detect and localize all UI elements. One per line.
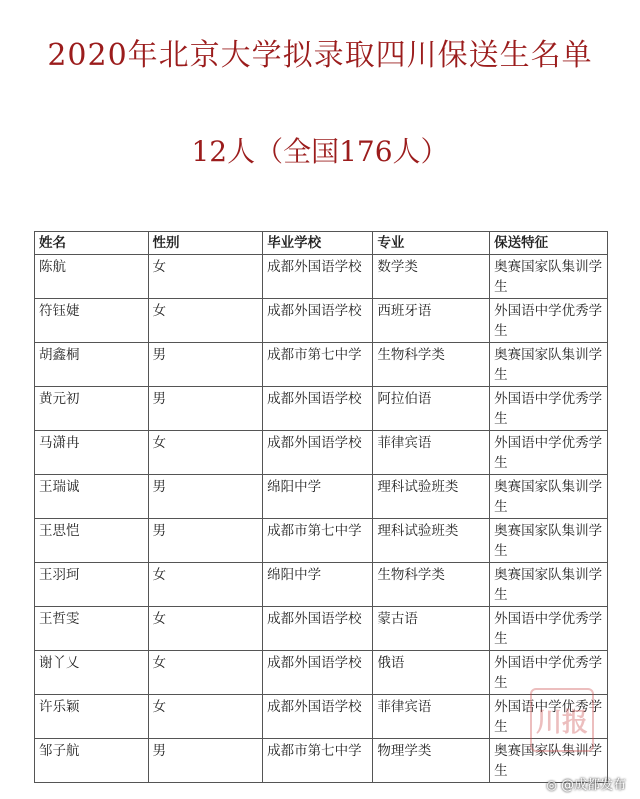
gender-cell: 男 [148, 475, 263, 519]
name-cell: 王思恺 [35, 519, 149, 563]
feature-cell: 奥赛国家队集训学生 [490, 343, 608, 387]
table-row [35, 431, 608, 475]
school-cell: 成都外国语学校 [263, 607, 373, 651]
major-cell: 数学类 [373, 255, 490, 299]
gender-cell: 女 [148, 431, 263, 475]
major-cell: 物理学类 [373, 739, 490, 783]
name-cell: 马潇冉 [35, 431, 149, 475]
name-cell: 谢丫乂 [35, 651, 149, 695]
table-row [35, 255, 608, 299]
school-cell: 成都外国语学校 [263, 299, 373, 343]
table-row [35, 387, 608, 431]
major-cell: 蒙古语 [373, 607, 490, 651]
column-header-name: 姓名 [35, 232, 149, 255]
feature-cell: 外国语中学优秀学生 [490, 651, 608, 695]
gender-cell: 女 [148, 299, 263, 343]
feature-cell: 奥赛国家队集训学生 [490, 563, 608, 607]
column-header-major: 专业 [373, 232, 490, 255]
table-row [35, 299, 608, 343]
major-cell: 生物科学类 [373, 563, 490, 607]
table-row [35, 651, 608, 695]
column-header-gender: 性别 [148, 232, 263, 255]
admission-table [34, 231, 608, 783]
gender-cell: 男 [148, 739, 263, 783]
name-cell: 许乐颖 [35, 695, 149, 739]
name-cell: 邹子航 [35, 739, 149, 783]
school-cell: 成都外国语学校 [263, 255, 373, 299]
name-cell: 王哲雯 [35, 607, 149, 651]
table-row [35, 563, 608, 607]
watermark-text: @成都发布 [560, 778, 626, 793]
major-cell: 西班牙语 [373, 299, 490, 343]
feature-cell: 奥赛国家队集训学生 [490, 475, 608, 519]
feature-cell: 奥赛国家队集训学生 [490, 519, 608, 563]
major-cell: 阿拉伯语 [373, 387, 490, 431]
gender-cell: 女 [148, 651, 263, 695]
feature-cell: 奥赛国家队集训学生 [490, 739, 608, 783]
table-header-row [35, 232, 608, 255]
gender-cell: 女 [148, 607, 263, 651]
major-cell: 生物科学类 [373, 343, 490, 387]
weibo-icon: ◎ [546, 778, 557, 792]
major-cell: 理科试验班类 [373, 519, 490, 563]
newspaper-stamp: 川报 [530, 688, 594, 752]
table-row [35, 607, 608, 651]
name-cell: 符钰婕 [35, 299, 149, 343]
school-cell: 成都外国语学校 [263, 431, 373, 475]
major-cell: 菲律宾语 [373, 695, 490, 739]
gender-cell: 男 [148, 519, 263, 563]
name-cell: 王瑞诚 [35, 475, 149, 519]
school-cell: 绵阳中学 [263, 563, 373, 607]
feature-cell: 外国语中学优秀学生 [490, 299, 608, 343]
page-subtitle: 12人（全国176人） [191, 135, 449, 168]
table-row [35, 343, 608, 387]
table-row [35, 475, 608, 519]
school-cell: 绵阳中学 [263, 475, 373, 519]
weibo-watermark [546, 774, 626, 793]
major-cell: 菲律宾语 [373, 431, 490, 475]
school-cell: 成都外国语学校 [263, 695, 373, 739]
major-cell: 理科试验班类 [373, 475, 490, 519]
feature-cell: 外国语中学优秀学生 [490, 695, 608, 739]
feature-cell: 奥赛国家队集训学生 [490, 255, 608, 299]
column-header-feature: 保送特征 [490, 232, 608, 255]
table-row [35, 519, 608, 563]
name-cell: 胡鑫桐 [35, 343, 149, 387]
name-cell: 王羽珂 [35, 563, 149, 607]
name-cell: 陈航 [35, 255, 149, 299]
gender-cell: 男 [148, 343, 263, 387]
gender-cell: 男 [148, 387, 263, 431]
table-body [35, 255, 608, 783]
gender-cell: 女 [148, 695, 263, 739]
name-cell: 黄元初 [35, 387, 149, 431]
table-row [35, 739, 608, 783]
gender-cell: 女 [148, 255, 263, 299]
table-row [35, 695, 608, 739]
column-header-school: 毕业学校 [263, 232, 373, 255]
school-cell: 成都市第七中学 [263, 519, 373, 563]
feature-cell: 外国语中学优秀学生 [490, 607, 608, 651]
school-cell: 成都外国语学校 [263, 651, 373, 695]
school-cell: 成都市第七中学 [263, 739, 373, 783]
page-title: 2020年北京大学拟录取四川保送生名单 [47, 38, 593, 73]
feature-cell: 外国语中学优秀学生 [490, 387, 608, 431]
gender-cell: 女 [148, 563, 263, 607]
school-cell: 成都外国语学校 [263, 387, 373, 431]
feature-cell: 外国语中学优秀学生 [490, 431, 608, 475]
major-cell: 俄语 [373, 651, 490, 695]
school-cell: 成都市第七中学 [263, 343, 373, 387]
